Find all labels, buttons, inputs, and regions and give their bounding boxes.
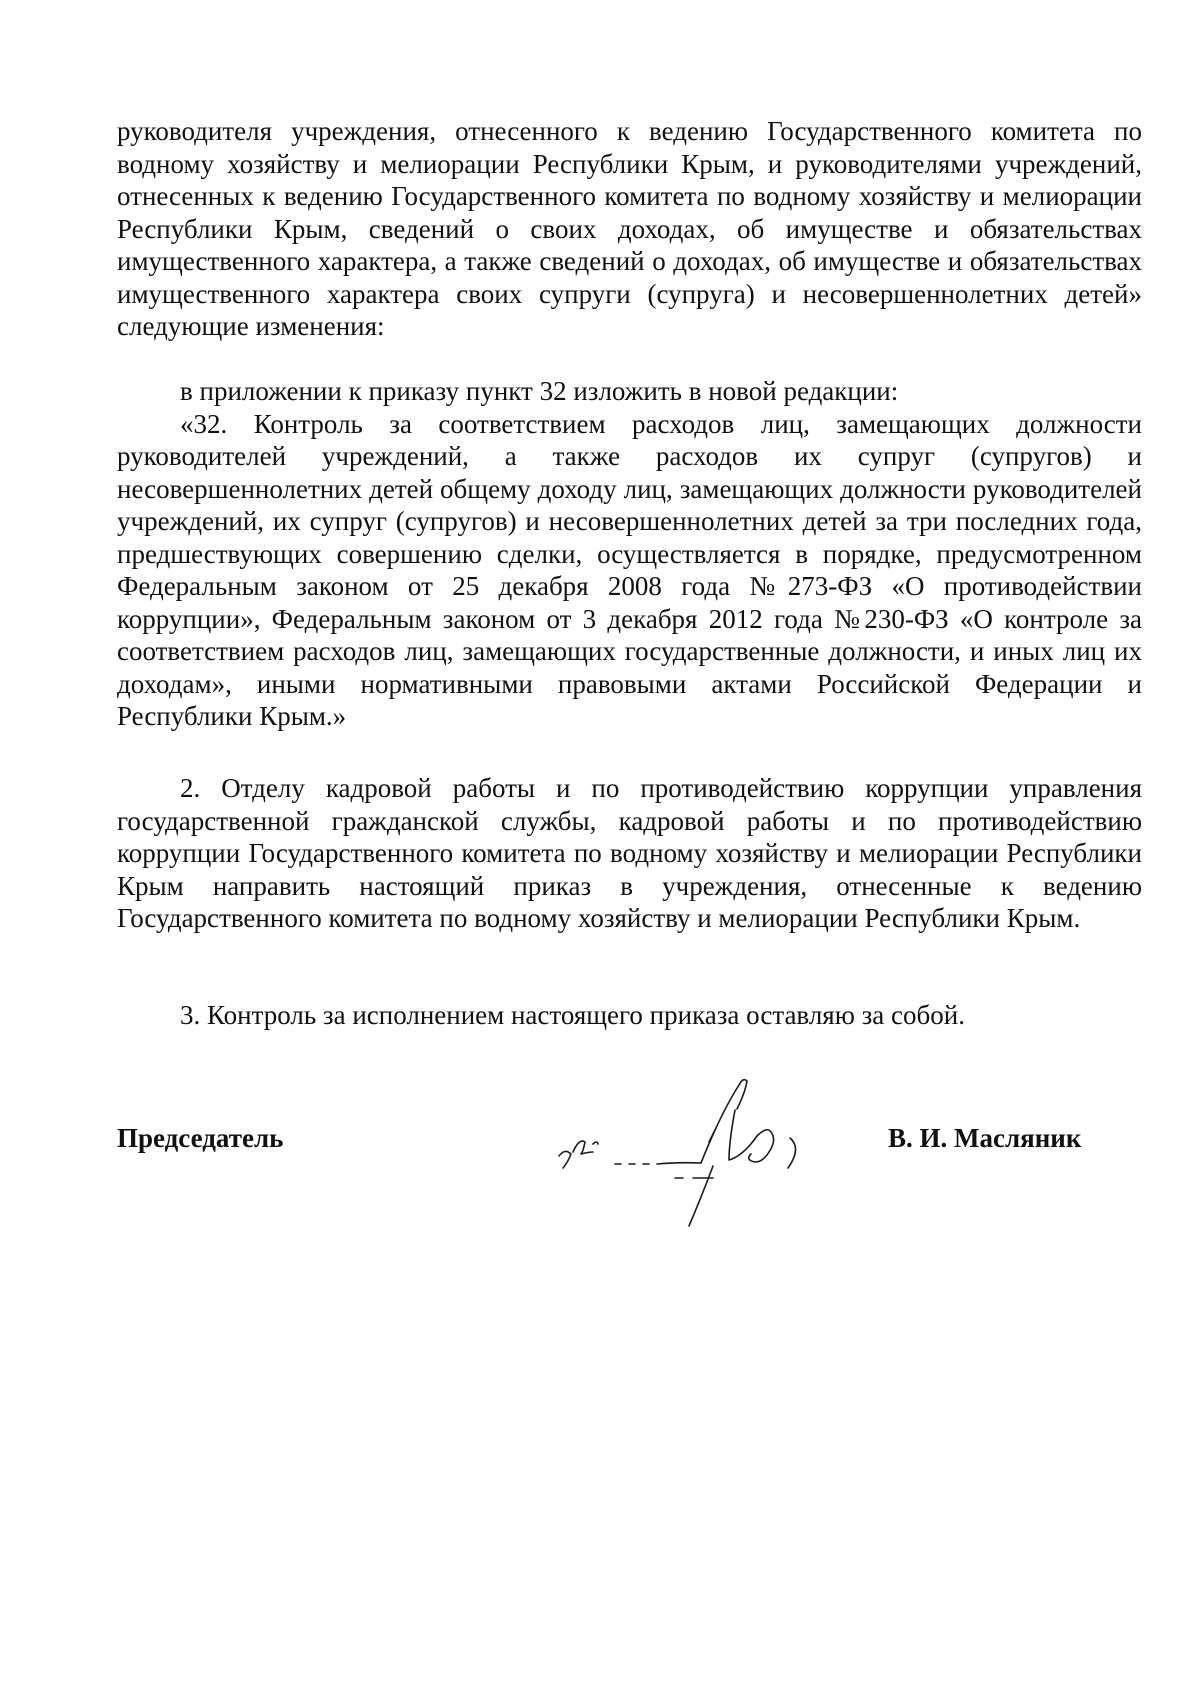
item-3-block [117, 999, 1142, 1032]
handwritten-signature-icon [545, 1060, 845, 1240]
signature-row [0, 1060, 1200, 1240]
item-3-paragraph: 3. Контроль за исполнением настоящего приказа оставляю за собой. [180, 1000, 965, 1030]
amendment-block [117, 375, 1142, 733]
item-2-block [117, 772, 1142, 935]
amendment-text: «32. Контроль за соответствием расходов лиц, замещающих должности руководителей учреждений, а также расходов их супруг (супругов) и несовершеннолетних детей общему доходу лиц, замещающих должности руководителей учреждений, их супруг (супругов) и несовершеннолетних детей за три последних года, предшествующих совершению сделки, осуществляется в порядке, предусмотренном Федеральным законом от 25 декабря 2008 года №273-ФЗ «О противодействии коррупции», Федеральным законом от 3 декабря 2012 года №230-ФЗ «О контроле за соответствием расходов лиц, замещающих государственные должности, и иных лиц их доходам», иными нормативными правовыми актами Российской Федерации и Республики Крым.» [117, 408, 1142, 731]
signer-position-title: Председатель [117, 1123, 284, 1153]
item-2-paragraph: 2. Отделу кадровой работы и по противодействию коррупции управления государственной гражданской службы, кадровой работы и по противодействию коррупции Государственного комитета по водному хозяйству и мелиорации Республики Крым направить настоящий приказ в учреждения, отнесенные к ведению Государственного комитета по водному хозяйству и мелиорации Республики Крым. [117, 773, 1142, 933]
signer-name: В. И. Масляник [888, 1123, 1082, 1153]
intro-paragraph-block [117, 115, 1142, 343]
amendment-intro: в приложении к приказу пункт 32 изложить в новой редакции: [180, 376, 899, 406]
intro-paragraph: руководителя учреждения, отнесенного к ведению Государственного комитета по водному хозяйству и мелиорации Республики Крым, и руководителями учреждений, отнесенных к ведению Государственного комитета по водному хозяйству и мелиорации Республики Крым, сведений о своих доходах, об имуществе и обязательствах имущественного характера, а также сведений о доходах, об имуществе и обязательствах имущественного характера своих супруги (супруга) и несовершеннолетних детей» следующие изменения: [117, 116, 1142, 341]
